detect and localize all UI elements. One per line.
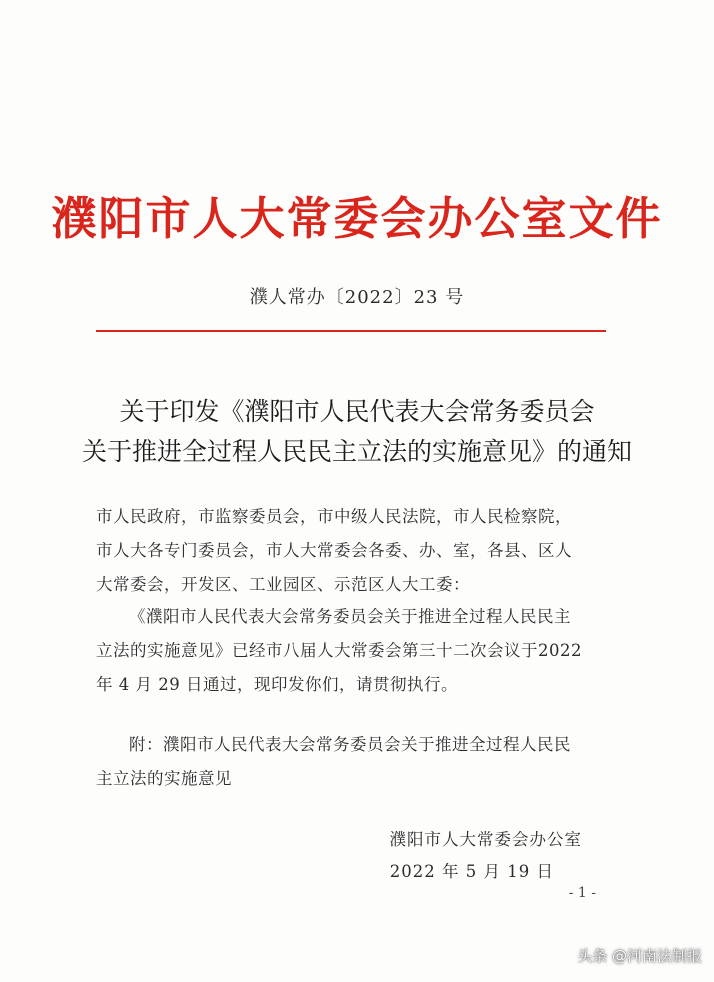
- notice-title-line: 关于印发《濮阳市人民代表大会常务委员会: [119, 397, 595, 426]
- notice-title: [0, 392, 714, 472]
- issuing-office: 濮阳市人大常委会办公室: [389, 830, 582, 849]
- attachment-line: 附：濮阳市人民代表大会常务委员会关于推进全过程人民民: [129, 735, 571, 754]
- attachment-note: [96, 728, 616, 796]
- source-watermark: 头条 @河南法制报: [577, 947, 702, 965]
- notice-title-line: 关于推进全过程人民民主立法的实施意见》的通知: [81, 437, 632, 466]
- attachment-line: 主立法的实施意见: [96, 769, 232, 788]
- main-paragraph: [96, 600, 616, 702]
- recipients-line: 大常委会，开发区、工业园区、示范区人大工委：: [96, 575, 470, 594]
- paragraph-line: 《濮阳市人民代表大会常务委员会关于推进全过程人民民主: [129, 607, 571, 626]
- document-header-title: 濮阳市人大常委会办公室文件: [51, 192, 663, 245]
- recipients-line: 市人民政府，市监察委员会，市中级人民法院，市人民检察院，: [96, 507, 572, 526]
- recipients-block: [96, 500, 616, 602]
- page-number: - 1 -: [568, 885, 596, 901]
- recipients-line: 市人大各专门委员会，市人大常委会各委、办、室，各县、区人: [96, 541, 572, 560]
- document-number: 濮人常办〔2022〕23 号: [249, 287, 465, 308]
- red-divider-line: [96, 330, 606, 332]
- paragraph-line: 年 4 月 29 日通过，现印发你们，请贯彻执行。: [96, 675, 458, 694]
- paragraph-line: 立法的实施意见》已经市八届人大常委会第三十二次会议于2022: [96, 641, 582, 660]
- issue-date: 2022 年 5 月 19 日: [389, 862, 554, 881]
